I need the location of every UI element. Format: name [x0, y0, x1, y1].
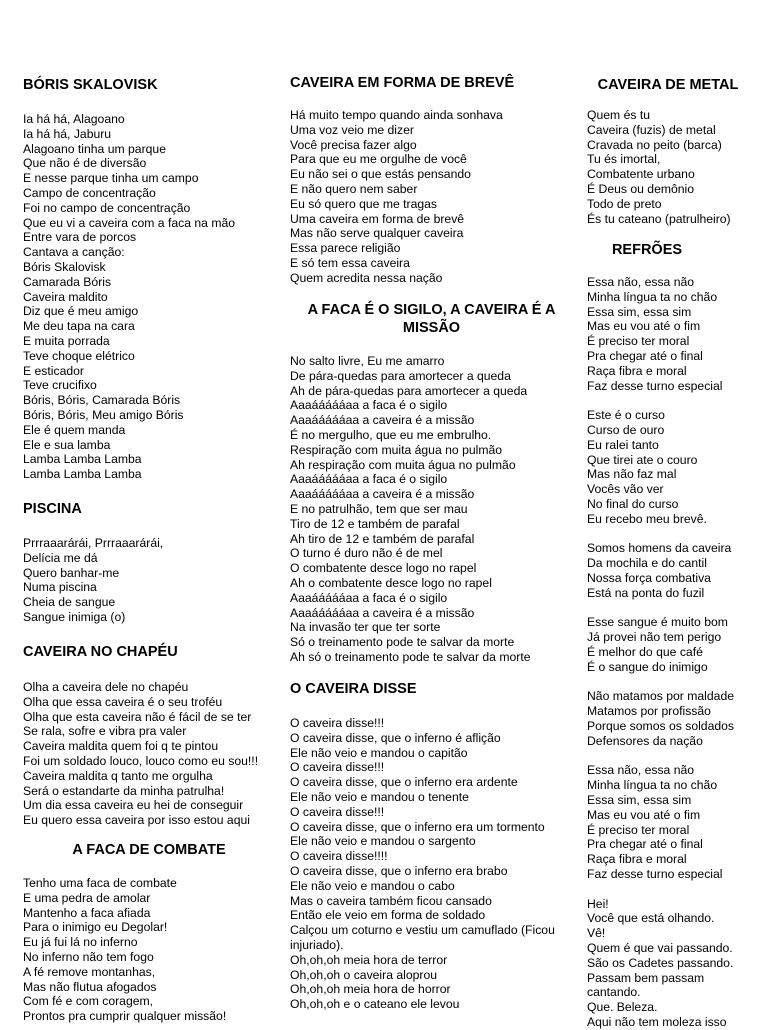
lyric-line: Se rala, sofre e vibra pra valer	[23, 724, 187, 739]
lyric-line: Essa não, essa não	[587, 763, 695, 778]
lyric-line: Oh,oh,oh meia hora de terror	[290, 952, 448, 967]
lyric-line: Foi um soldado louco, louco como eu sou!!!	[23, 754, 259, 768]
lyric-line: Sangue inimiga (o)	[23, 610, 126, 624]
lyric-line: Curso de ouro	[587, 423, 665, 437]
lyric-line: Aaaáááááaa a caveira é a missão	[290, 413, 475, 428]
lyric-line: Bóris Skalovisk	[23, 260, 106, 274]
lyric-line: Que não é de diversão	[23, 156, 147, 171]
lyric-line: Uma caveira em forma de brevê	[290, 211, 465, 226]
lyric-line: É preciso ter moral	[587, 822, 690, 837]
lyric-line: Está na ponta do fuzil	[587, 585, 705, 600]
lyric-line: A fé remove montanhas,	[23, 964, 156, 979]
lyric-line: Porque somos os soldados	[587, 719, 735, 733]
lyric-line: Oh,oh,oh o caveira aloprou	[290, 967, 438, 982]
lyric-line: Faz desse turno especial	[587, 867, 723, 881]
lyric-line: Olha que esta caveira não é fácil de se ter	[23, 709, 252, 724]
lyric-line: Aaaáááááaa a faca é o sigilo	[290, 472, 448, 487]
lyric-line: Caveira maldita quem foi q te pintou	[23, 739, 219, 754]
lyric-line: Para o inimigo eu Degolar!	[23, 920, 168, 935]
lyric-line: Que eu vi a caveira com a faca na mão	[23, 215, 236, 230]
lyric-line: Pra chegar até o final	[587, 349, 703, 363]
lyric-line: Ah só o treinamento pode te salvar da morte	[290, 650, 531, 664]
lyric-line: Matamos por profissão	[587, 704, 711, 719]
lyric-line: Quem acredita nessa nação	[290, 270, 443, 285]
lyric-line: Aaaáááááaa a caveira é a missão	[290, 605, 475, 620]
lyric-line: Essa parece religião	[290, 241, 401, 256]
lyric-line: Respiração com muita água no pulmão	[290, 442, 503, 457]
lyric-line: Já provei não tem perigo	[587, 630, 722, 645]
lyric-line: Tiro de 12 e também de parafal	[290, 516, 460, 531]
lyric-line: Diz que é meu amigo	[23, 304, 139, 319]
lyric-line: Essa sim, essa sim	[587, 793, 692, 807]
lyric-line: Caveira (fuzis) de metal	[587, 122, 716, 137]
lyric-line: O combatente desce logo no rapel	[290, 561, 477, 576]
lyric-line: Lamba Lamba Lamba	[23, 452, 142, 467]
lyric-line: E nesse parque tinha um campo	[23, 171, 199, 186]
lyric-line: Lamba Lamba Lamba	[23, 467, 142, 482]
lyric-line: Eu só quero que me tragas	[290, 196, 438, 211]
lyric-line: Olha a caveira dele no chapéu	[23, 680, 189, 694]
song-title-caveira-no-chapeu: CAVEIRA NO CHAPÉU	[23, 644, 178, 660]
lyric-line: E no patrulhão, tem que ser mau	[290, 502, 468, 516]
lyric-line: E uma pedra de amolar	[23, 890, 151, 905]
lyric-line: Camarada Bóris	[23, 274, 112, 289]
song-title-faca-de-combate: A FACA DE COMBATE	[72, 842, 226, 858]
lyric-line: Olha que essa caveira é o seu troféu	[23, 694, 223, 709]
lyric-line: Cheia de sangue	[23, 595, 116, 610]
lyric-line: É o sangue do inimigo	[587, 659, 708, 674]
lyric-line: Ele e sua lamba	[23, 437, 111, 452]
lyric-line: Aaaáááááaa a faca é o sigilo	[290, 590, 448, 605]
lyric-line: Hei!	[587, 896, 609, 911]
lyric-line: injuriado).	[290, 938, 344, 952]
lyric-line: Para que eu me orgulhe de você	[290, 152, 467, 167]
lyric-line: Este é o curso	[587, 408, 665, 423]
lyric-line: Mas eu vou até o fim	[587, 807, 701, 822]
lyric-line: Combatente urbano	[587, 167, 695, 182]
lyric-line: Ah tiro de 12 e também de parafal	[290, 531, 475, 546]
lyric-line: Essa não, essa não	[587, 275, 695, 289]
lyric-line: Faz desse turno especial	[587, 378, 723, 393]
lyric-line: Quem é que vai passando.	[587, 941, 733, 955]
lyric-line: Será o estandarte da minha patrulha!	[23, 783, 225, 798]
lyric-line: Bóris, Bóris, Camarada Bóris	[23, 393, 181, 408]
lyric-line: Bóris, Bóris, Meu amigo Bóris	[23, 408, 184, 422]
lyric-line: Ele não veio e mandou o sargento	[290, 834, 476, 849]
lyric-line: No inferno não tem fogo	[23, 950, 154, 964]
lyric-line: Quero banhar-me	[23, 565, 120, 580]
lyric-line: Tenho uma faca de combate	[23, 876, 177, 890]
lyric-line: Prontos pra cumprir qualquer missão!	[23, 1009, 227, 1024]
lyric-line: Ele é quem manda	[23, 422, 126, 437]
lyric-line: O caveira disse!!!	[290, 804, 385, 819]
lyric-line: Eu recebo meu brevê.	[587, 511, 707, 526]
lyric-line: Caveira maldita q tanto me orgulha	[23, 768, 213, 783]
lyric-line: São os Cadetes passando.	[587, 955, 734, 970]
lyric-line: Eu já fui lá no inferno	[23, 935, 138, 950]
lyric-line: E só tem essa caveira	[290, 256, 410, 270]
lyric-line: Aaaáááááaa a caveira é a missão	[290, 487, 475, 502]
lyric-line: É no mergulho, que eu me embrulho.	[290, 428, 492, 442]
lyric-line: Há muito tempo quando ainda sonhava	[290, 108, 503, 122]
lyric-line: Foi no campo de concentração	[23, 200, 191, 215]
lyric-line: Esse sangue é muito bom	[587, 615, 728, 630]
lyric-line: O caveira disse, que o inferno era brabo	[290, 864, 508, 878]
lyric-line: Cravada no peito (barca)	[587, 137, 722, 152]
lyric-line: Essa sim, essa sim	[587, 304, 692, 319]
lyric-line: É preciso ter moral	[587, 334, 690, 349]
lyric-line: Eu quero essa caveira por isso estou aqui	[23, 813, 250, 828]
lyric-line: Entre vara de porcos	[23, 230, 137, 245]
lyric-line: Eu não sei o que estás pensando	[290, 167, 471, 182]
section-title-refroes: REFRÕES	[611, 242, 683, 258]
lyric-line: Todo de preto	[587, 196, 662, 211]
lyric-line: Ah o combatente desce logo no rapel	[290, 576, 492, 590]
lyric-line: És tu cateano (patrulheiro)	[587, 211, 731, 226]
lyric-line: Teve choque elétrico	[23, 348, 135, 363]
lyric-line: Raça fibra e moral	[587, 852, 687, 867]
lyric-line: É Deus ou demônio	[587, 182, 695, 196]
lyric-line: Você precisa fazer algo	[290, 137, 417, 152]
lyric-line: Minha língua ta no chão	[587, 778, 718, 793]
lyric-line: Ia há há, Alagoano	[23, 112, 125, 126]
lyric-line: Ia há há, Jaburu	[23, 126, 112, 141]
lyric-line: Vê!	[587, 926, 606, 941]
lyric-line: Mas não flutua afogados	[23, 979, 157, 994]
lyric-line: Mas o caveira também ficou cansado	[290, 893, 492, 908]
lyric-line: Defensores da nação	[587, 733, 703, 748]
lyric-line: O caveira disse!!!!	[290, 849, 388, 864]
lyric-line: Cantava a canção:	[23, 245, 125, 260]
lyric-line: O caveira disse, que o inferno era um tormento	[290, 819, 545, 834]
lyric-line: Um dia essa caveira eu hei de conseguir	[23, 798, 244, 813]
lyric-line: O caveira disse!!!	[290, 760, 385, 775]
lyric-line: O caveira disse, que o inferno era ardente	[290, 775, 518, 790]
lyric-line: Alagoano tinha um parque	[23, 141, 166, 156]
lyric-line: Somos homens da caveira	[587, 541, 732, 556]
lyric-line: Aaaáááááaa a faca é o sigilo	[290, 398, 448, 413]
lyric-line: Ele não veio e mandou o cabo	[290, 878, 455, 893]
lyric-line: Oh,oh,oh meia hora de horror	[290, 982, 451, 997]
lyric-line: Só o treinamento pode te salvar da morte	[290, 635, 515, 650]
lyric-line: Com fé e com coragem,	[23, 994, 154, 1009]
lyric-line: Nossa força combativa	[587, 571, 711, 585]
song-title-faca-e-o-sigilo: A FACA É O SIGILO, A CAVEIRA É A MISSÃO	[307, 302, 556, 336]
lyric-line: Pra chegar até o final	[587, 837, 703, 852]
lyric-line: O turno é duro não é de mel	[290, 546, 443, 561]
lyric-line: Que tirei ate o couro	[587, 452, 698, 467]
song-title-caveira-de-metal: CAVEIRA DE METAL	[597, 77, 739, 93]
lyric-line: Minha língua ta no chão	[587, 289, 718, 304]
lyric-line: Aqui não tem moleza isso	[587, 1015, 727, 1029]
lyric-line: Calçou um coturno e vestiu um camuflado (Ficou	[290, 923, 555, 938]
lyric-line: O caveira disse, que o inferno é aflição	[290, 730, 501, 745]
song-title-piscina: PISCINA	[23, 501, 82, 517]
lyric-line: E não quero nem saber	[290, 182, 418, 196]
lyric-line: Na invasão ter que ter sorte	[290, 620, 441, 635]
lyric-line: Mas eu vou até o fim	[587, 319, 701, 334]
lyric-line: Ah de pára-quedas para amortecer a queda	[290, 383, 528, 398]
lyric-line: Quem és tu	[587, 108, 650, 122]
lyric-line: No salto livre, Eu me amarro	[290, 354, 445, 368]
lyric-line: Mas não faz mal	[587, 467, 677, 482]
lyric-line: E muita porrada	[23, 334, 110, 348]
song-title-o-caveira-disse: O CAVEIRA DISSE	[290, 681, 417, 697]
lyric-line: Uma voz veio me dizer	[290, 122, 414, 137]
lyric-line: Prrraaarárái, Prrraaarárái,	[23, 536, 164, 550]
lyric-line: Ele não veio e mandou o tenente	[290, 790, 469, 804]
lyric-line: Oh,oh,oh e o cateano ele levou	[290, 997, 460, 1012]
lyric-line: Campo de concentração	[23, 186, 156, 200]
lyric-line: Ele não veio e mandou o capitão	[290, 745, 468, 760]
lyric-line: Ah respiração com muita água no pulmão	[290, 457, 516, 472]
lyric-line: De pára-quedas para amortecer a queda	[290, 368, 511, 383]
lyric-line: cantando.	[587, 985, 641, 1000]
lyric-line: Então ele veio em forma de soldado	[290, 908, 486, 923]
lyric-line: E esticador	[23, 363, 84, 378]
lyric-line: Que. Beleza.	[587, 1000, 658, 1015]
lyric-line: Você que está olhando.	[587, 911, 715, 926]
lyric-line: O caveira disse!!!	[290, 716, 385, 730]
lyric-line: Passam bem passam	[587, 970, 705, 985]
lyric-line: Mas não serve qualquer caveira	[290, 226, 464, 241]
lyric-line: Da mochila e do cantil	[587, 556, 707, 571]
lyric-line: Delícia me dá	[23, 550, 98, 565]
lyric-line: Tu és imortal,	[587, 152, 661, 167]
song-title-caveira-em-forma-de-breve: CAVEIRA EM FORMA DE BREVÊ	[290, 75, 515, 91]
lyric-line: No final do curso	[587, 497, 679, 511]
lyric-line: Teve crucifixo	[23, 378, 97, 393]
lyric-line: É melhor do que café	[587, 645, 703, 659]
lyric-line: Vocês vão ver	[587, 482, 664, 497]
lyric-line: Caveira maldito	[23, 289, 108, 304]
song-title-boris: BÓRIS SKALOVISK	[23, 77, 158, 93]
lyric-line: Numa piscina	[23, 580, 97, 595]
lyric-line: Raça fibra e moral	[587, 363, 687, 378]
lyric-line: Não matamos por maldade	[587, 689, 734, 704]
lyric-line: Mantenho a faca afiada	[23, 905, 151, 920]
lyric-line: Eu ralei tanto	[587, 437, 659, 452]
lyric-line: Me deu tapa na cara	[23, 319, 135, 334]
